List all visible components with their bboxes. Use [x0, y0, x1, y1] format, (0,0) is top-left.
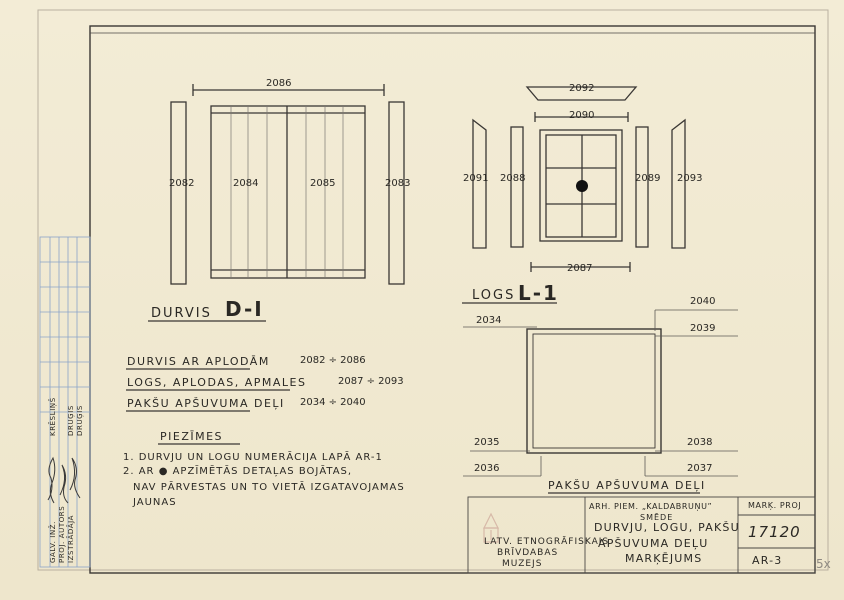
corner-mark: 5x [816, 557, 831, 571]
name-drafted-by: DRUĢIS [76, 405, 84, 436]
window-dim-far-right: 2093 [677, 173, 703, 184]
panel-outer [527, 329, 661, 453]
legend-range-doors: 2082 ÷ 2086 [300, 355, 366, 366]
drawing-line-2: APŠUVUMA DEĻU [598, 537, 709, 550]
note-2: 2. AR ● APZĪMĒTĀS DETAĻAS BOJĀTAS, [123, 466, 353, 477]
door-dim-left-panel: 2084 [233, 178, 259, 189]
mark-label: MARĶ. PROJ [748, 501, 802, 510]
window-dim-top-frame: 2090 [569, 110, 595, 121]
panel-dim-bl: 2036 [474, 463, 500, 474]
drawing-line-1: DURVJU, LOGU, PAKŠU [594, 521, 740, 534]
mark-number: 17120 [748, 523, 801, 541]
door-leaf [211, 106, 365, 278]
panel-dim-br: 2037 [687, 463, 713, 474]
role-chief-engineer: GALV. INŽ. [49, 520, 57, 563]
window-title-word: LOGS [472, 288, 516, 303]
door-dim-right-panel: 2085 [310, 178, 336, 189]
note-2-cont: NAV PĀRVESTAS UN TO VIETĀ IZGATAVOJAMAS [133, 482, 405, 493]
sheet-code: AR-3 [752, 554, 783, 567]
panel-dim-tl: 2034 [476, 315, 502, 326]
monument-line-1: ARH. PIEM. „KALDABRUŅU” [589, 502, 713, 511]
panel-dim-br-top: 2038 [687, 437, 713, 448]
panel-drawing [527, 329, 661, 453]
panel-dim-bl-top: 2035 [474, 437, 500, 448]
drawing-line-3: MARĶĒJUMS [625, 552, 703, 565]
notes-heading: PIEZĪMES [160, 430, 224, 443]
window-dim-top-cap: 2092 [569, 83, 595, 94]
name-project-author: DRUĢIS [67, 405, 75, 436]
window-far-right-trim [672, 120, 685, 248]
window-dim-far-left: 2091 [463, 173, 489, 184]
monument-line-2: SMĒDE [640, 513, 674, 522]
note-2-end: JAUNAS [133, 497, 177, 508]
door-dim-top: 2086 [266, 78, 292, 89]
museum-line-1: LATV. ETNOGRĀFISKAIS [484, 537, 610, 547]
window-far-left-trim [473, 120, 486, 248]
damaged-part-dot [576, 180, 588, 192]
door-right-board [389, 102, 404, 284]
door-title-code: D-I [225, 297, 264, 321]
window-dim-left: 2088 [500, 173, 526, 184]
role-project-author: PROJ. AUTORS [58, 505, 66, 563]
door-dim-left-board: 2082 [169, 178, 195, 189]
window-right-jamb [636, 127, 648, 247]
window-title-code: L-1 [518, 281, 559, 305]
museum-line-3: MUZEJS [502, 559, 543, 569]
museum-line-2: BRĪVDABAS [497, 548, 559, 558]
signatures [48, 458, 80, 503]
window-dim-bottom: 2087 [567, 263, 593, 274]
door-dim-right-board: 2083 [385, 178, 411, 189]
legend-label-panels: PAKŠU APŠUVUMA DEĻI [127, 397, 285, 410]
panel-leaders [463, 310, 738, 476]
panel-dim-tr-top: 2040 [690, 296, 716, 307]
legend-range-windows: 2087 ÷ 2093 [338, 376, 404, 387]
legend-label-windows: LOGS, APLODAS, APMALES [127, 376, 307, 389]
role-drafted-by: IZSTRĀDĀJA [67, 514, 75, 563]
note-1: 1. DURVJU UN LOGU NUMERĀCIJA LAPĀ AR-1 [123, 452, 383, 463]
window-left-jamb [511, 127, 523, 247]
legend-range-panels: 2034 ÷ 2040 [300, 397, 366, 408]
door-title-word: DURVIS [151, 306, 212, 321]
name-chief-engineer: KRĒSLIŅŠ [49, 397, 57, 436]
panel-caption: PAKŠU APŠUVUMA DEĻI [548, 479, 706, 492]
door-left-board [171, 102, 186, 284]
legend-label-doors: DURVIS AR APLODĀM [127, 355, 270, 368]
panel-dim-tr: 2039 [690, 323, 716, 334]
door-drawing [171, 84, 404, 284]
window-dim-right: 2089 [635, 173, 661, 184]
